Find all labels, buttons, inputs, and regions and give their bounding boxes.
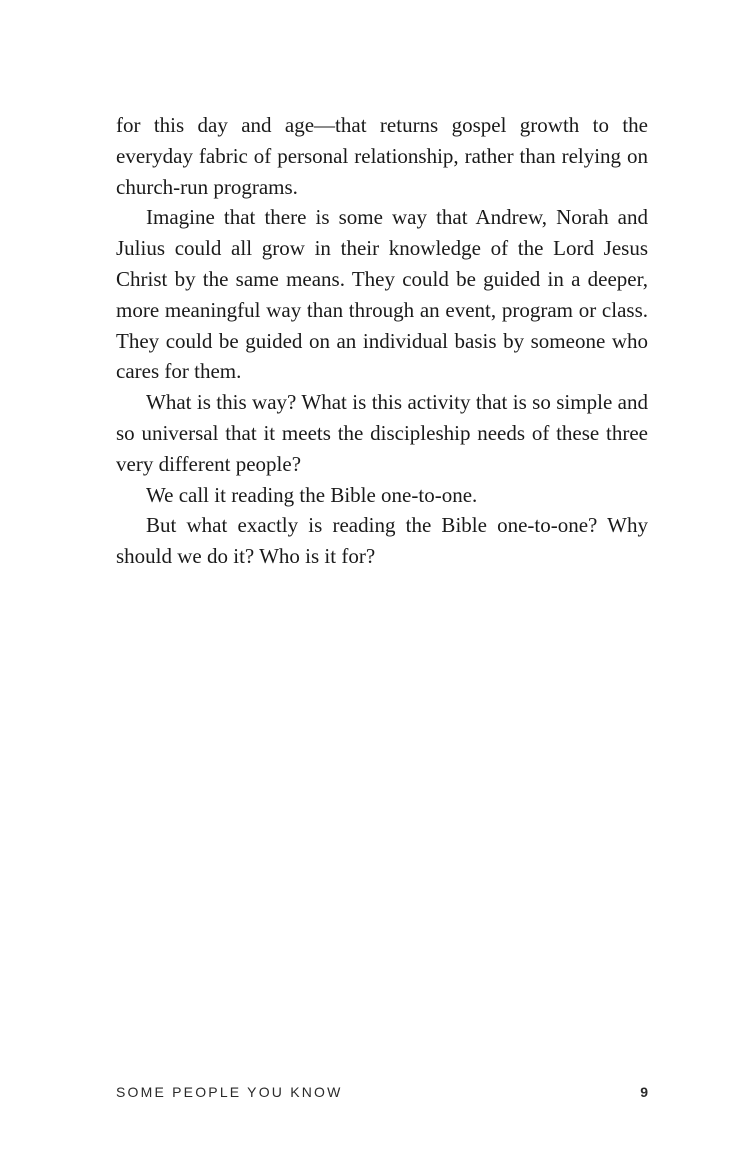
page-number: 9 [640,1084,648,1100]
paragraph-continuation: for this day and age—that returns gospel growth to the everyday fabric of personal relationship, rather than relying on church-run programs. [116,113,648,199]
paragraph: What is this way? What is this activity that is so simple and so universal that it meets the discipleship needs of these three very different people? [116,390,648,476]
paragraph: But what exactly is reading the Bible one-to-one? Why should we do it? Who is it for? [116,513,648,569]
body-text [116,110,648,572]
running-head: SOME PEOPLE YOU KNOW [116,1084,343,1100]
paragraph: Imagine that there is some way that Andrew, Norah and Julius could all grow in their knowledge of the Lord Jesus Christ by the same means. They could be guided in a deeper, more meaningful way than through an event, program or class. They could be guided on an individual basis by someone who cares for them. [116,205,648,384]
paragraph: We call it reading the Bible one-to-one. [146,482,478,507]
page-footer [116,1082,648,1102]
